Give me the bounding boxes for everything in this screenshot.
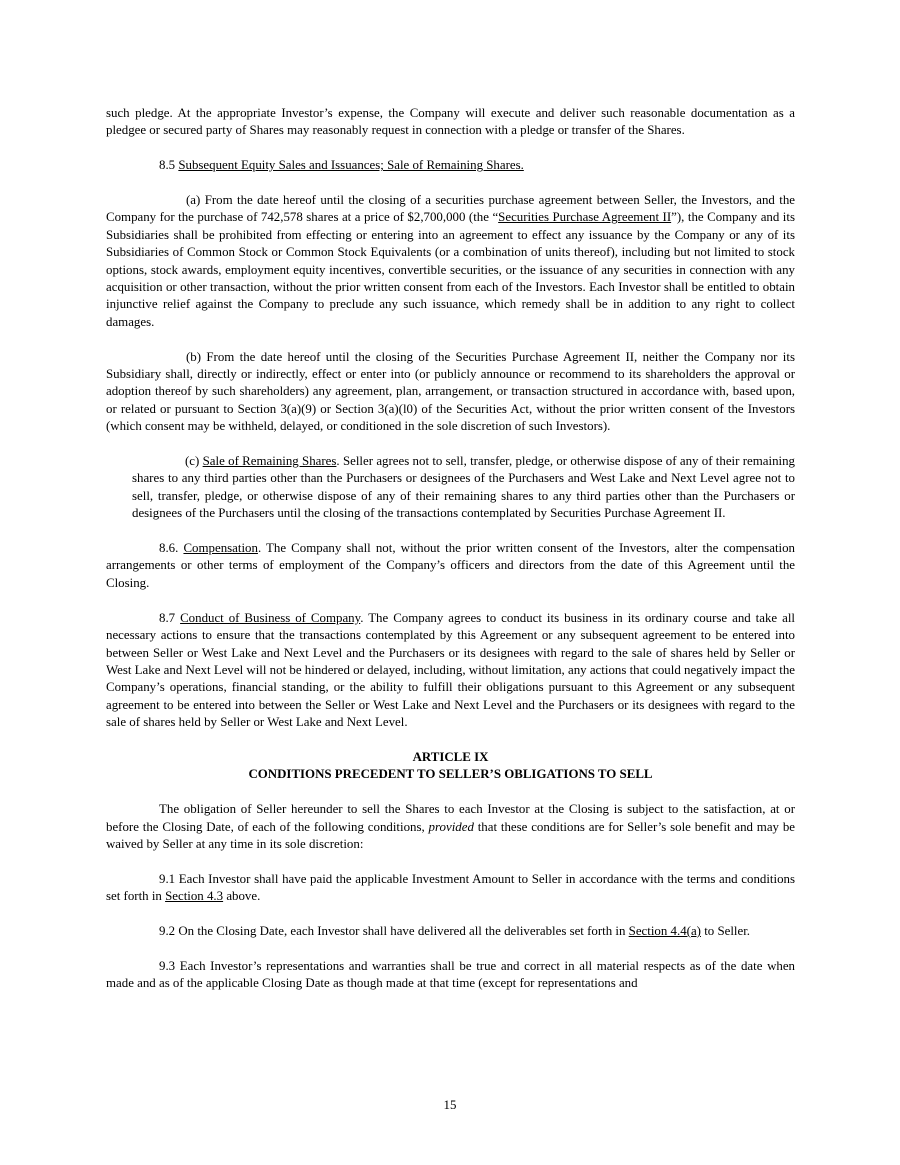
article-intro-text-2: that these conditions are for Seller’s sole benefit and may be waived by Seller at any time in its sole discretion: [106,819,795,851]
section-8-5-a [106,192,795,331]
section-8-5-number: 8.5 [159,158,179,173]
article-ix-intro [106,801,795,853]
section-9-2-text-2: to Seller. [700,923,751,938]
article-intro-provided: provided [428,819,474,834]
section-9-2 [106,923,795,940]
section-8-6-title: Compensation [183,541,258,556]
article-number: ARTICLE IX [412,749,489,764]
section-9-3: 9.3 Each Investor’s representations and warranties shall be true and correct in all material respects as of the date when made and as of the applicable Closing Date as though made at that time (except for representations and [106,958,795,991]
page-number: 15 [443,1098,457,1112]
section-8-5-b: (b) From the date hereof until the closing of the Securities Purchase Agreement II, neither the Company nor its Subsidiary shall, directly or indirectly, effect or enter into (or publicly announce or recommend to its shareholders the approval or adoption thereof by such shareholders) any agreement, plan, arrangement, or transaction structured in accordance with, based upon, or related or pursuant to Section 3(a)(9) or Section 3(a)(l0) of the Securities Act, without the prior written consent of the Investors (which consent may be withheld, delayed, or conditioned in the sole discretion of such Investors). [106,349,795,434]
article-intro-text-1: The obligation of Seller hereunder to sell the Shares to each Investor at the Closing is subject to the satisfaction, at or before the Closing Date, of each of the following conditions, [106,802,795,834]
section-8-7-body: . The Company agrees to conduct its business in its ordinary course and take all necessary actions to ensure that the transactions contemplated by this Agreement or any subsequent agreement to be entered into between Seller or West Lake and Next Level and the Purchasers or its designees with regard to the sale of shares held by Seller or West Lake and Next Level will not be hindered or delayed, including, without limitation, any actions that could negatively impact the Company’s operations, financial standing, or the ability to fulfill their obligations pursuant to this Agreement or any subsequent agreement to be entered into between the Seller or West Lake and Next Level and the Purchasers or its designees with regard to the sale of shares held by Seller or West Lake and Next Level. [106,610,795,730]
page-body [106,105,795,1010]
section-8-7-title: Conduct of Business of Company [180,610,361,625]
section-8-5-c-body: . Seller agrees not to sell, transfer, pledge, or otherwise dispose of any of their remaining shares to any third parties other than the Purchasers or designees of the Purchasers and West Lake and Next Level agree not to sell, transfer, pledge, or otherwise dispose of any of their remaining shares to any third parties other than the Purchasers or designees of the Purchasers until the closing of the transactions contemplated by Securities Purchase Agreement II. [132,454,796,521]
section-8-6-body: . The Company shall not, without the prior written consent of the Investors, alter the compensation arrangements or other terms of employment of the Company’s officers and directors from the date of this Agreement until the Closing. [106,541,795,590]
section-8-5-a-text-1: (a) From the date hereof until the closing of a securities purchase agreement between Seller, the Investors, and the Company for the purchase of 742,578 shares at a price of $2,700,000 (the “ [106,193,795,225]
defined-term-spa-ii: Securities Purchase Agreement II [498,210,672,225]
section-9-1 [106,871,795,906]
article-ix-heading [106,749,795,784]
paragraph-pledge-continuation: such pledge. At the appropriate Investor’s expense, the Company will execute and deliver such reasonable documentation as a pledgee or secured party of Shares may reasonably request in connection with a pledge or transfer of the Shares. [106,106,795,138]
article-title: CONDITIONS PRECEDENT TO SELLER’S OBLIGATIONS TO SELL [248,767,653,782]
section-8-7 [106,610,795,732]
section-8-5-a-text-2: ”), the Company and its Subsidiaries shall be prohibited from effecting or entering into an agreement to effect any issuance by the Company or any of its Subsidiaries of Common Stock or Common Stock Equivalents (or a combination of units thereof), including but not limited to stock options, stock awards, employment equity incentives, convertible securities, or the issuance of any securities in connection with any acquisition or other transaction, without the prior written consent from each of the Investors. Each Investor shall be entitled to obtain injunctive relief against the Company to preclude any such issuance, which remedy shall be in addition to any right to collect damages. [106,210,795,329]
section-8-5-title: Subsequent Equity Sales and Issuances; Sale of Remaining Shares. [178,158,524,173]
section-9-2-text-1: 9.2 On the Closing Date, each Investor shall have delivered all the deliverables set forth in [159,923,629,938]
section-8-5-c-label: (c) [185,454,203,469]
section-9-1-text-1: 9.1 Each Investor shall have paid the applicable Investment Amount to Seller in accordance with the terms and conditions set forth in [106,871,795,904]
section-9-1-text-2: above. [223,889,261,904]
section-8-5-heading [106,157,795,174]
section-8-5-c [132,453,795,523]
section-8-7-number: 8.7 [159,610,181,625]
section-9-1-ref: Section 4.3 [165,889,224,904]
section-8-6 [106,540,795,592]
section-8-6-number: 8.6. [159,541,184,556]
section-9-2-ref: Section 4.4(a) [628,923,701,938]
section-8-5-c-title: Sale of Remaining Shares [202,454,337,469]
